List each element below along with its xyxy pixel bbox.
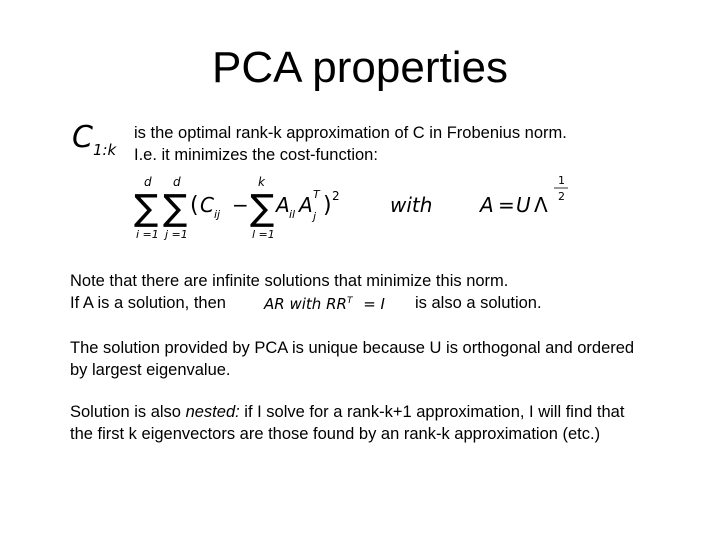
exp-denominator: 2 bbox=[558, 190, 565, 203]
inline-rr: RR bbox=[326, 295, 347, 313]
rhs-equals: = bbox=[498, 193, 515, 217]
c-1k-symbol bbox=[72, 120, 116, 168]
minus-sign: − bbox=[232, 193, 249, 217]
a-sub-2: j bbox=[313, 210, 317, 223]
sum1-symbol: ∑ bbox=[134, 188, 159, 229]
c-term: C bbox=[200, 193, 214, 217]
inline-with: with bbox=[289, 295, 322, 313]
rhs-lambda: Λ bbox=[534, 193, 548, 217]
block2-line2-suffix: is also a solution. bbox=[415, 294, 542, 312]
block4-nested-emphasis: nested: bbox=[185, 403, 240, 421]
equation-svg bbox=[130, 170, 580, 250]
block3-line1: The solution provided by PCA is unique because U is orthogonal and ordered bbox=[70, 339, 635, 357]
close-paren: ) bbox=[323, 193, 332, 218]
block1-line2: I.e. it minimizes the cost-function: bbox=[134, 146, 378, 164]
block4-line2: the first k eigenvectors are those found by an rank-k approximation (etc.) bbox=[70, 425, 601, 443]
exp-numerator: 1 bbox=[558, 174, 565, 187]
sum2-lower: j =1 bbox=[165, 228, 188, 241]
sum3-symbol: ∑ bbox=[250, 188, 275, 229]
rhs-a: A bbox=[480, 193, 494, 217]
inline-math-ar-rrt bbox=[264, 290, 385, 315]
block3-line2: by largest eigenvalue. bbox=[70, 361, 231, 379]
block4-line1-prefix: Solution is also bbox=[70, 403, 186, 421]
power-2: 2 bbox=[332, 189, 340, 203]
a-sub-1: il bbox=[289, 208, 296, 221]
inline-sup-t: T bbox=[346, 296, 353, 306]
a-term-1: A bbox=[276, 193, 290, 217]
c-base: C bbox=[72, 120, 93, 155]
rhs-u: U bbox=[516, 193, 531, 217]
slide-title: PCA properties bbox=[212, 43, 508, 92]
a-sup-2: T bbox=[313, 188, 320, 201]
c-sub: ij bbox=[214, 208, 221, 221]
inline-ar: AR bbox=[264, 295, 285, 313]
sum2-upper: d bbox=[173, 175, 181, 189]
c-subscript: 1:k bbox=[92, 141, 117, 159]
sum2-symbol: ∑ bbox=[163, 188, 188, 229]
a-term-2: A bbox=[299, 193, 313, 217]
sum1-upper: d bbox=[144, 175, 152, 189]
block2-line1: Note that there are infinite solutions that minimize this norm. bbox=[70, 272, 509, 290]
inline-eq-i: = I bbox=[363, 295, 385, 313]
open-paren: ( bbox=[190, 193, 199, 218]
sum1-lower: i =1 bbox=[136, 228, 159, 241]
with-word: with bbox=[390, 193, 433, 217]
block4-line1 bbox=[70, 401, 624, 423]
sum3-upper: k bbox=[258, 175, 265, 189]
sum3-lower: l =1 bbox=[252, 228, 275, 241]
block4-line1-suffix: if I solve for a rank-k+1 approximation, I will find that bbox=[239, 403, 625, 421]
block2-line2-prefix: If A is a solution, then bbox=[70, 294, 226, 312]
cost-function-equation bbox=[130, 170, 580, 250]
block1-line1: is the optimal rank-k approximation of C in Frobenius norm. bbox=[134, 124, 567, 142]
